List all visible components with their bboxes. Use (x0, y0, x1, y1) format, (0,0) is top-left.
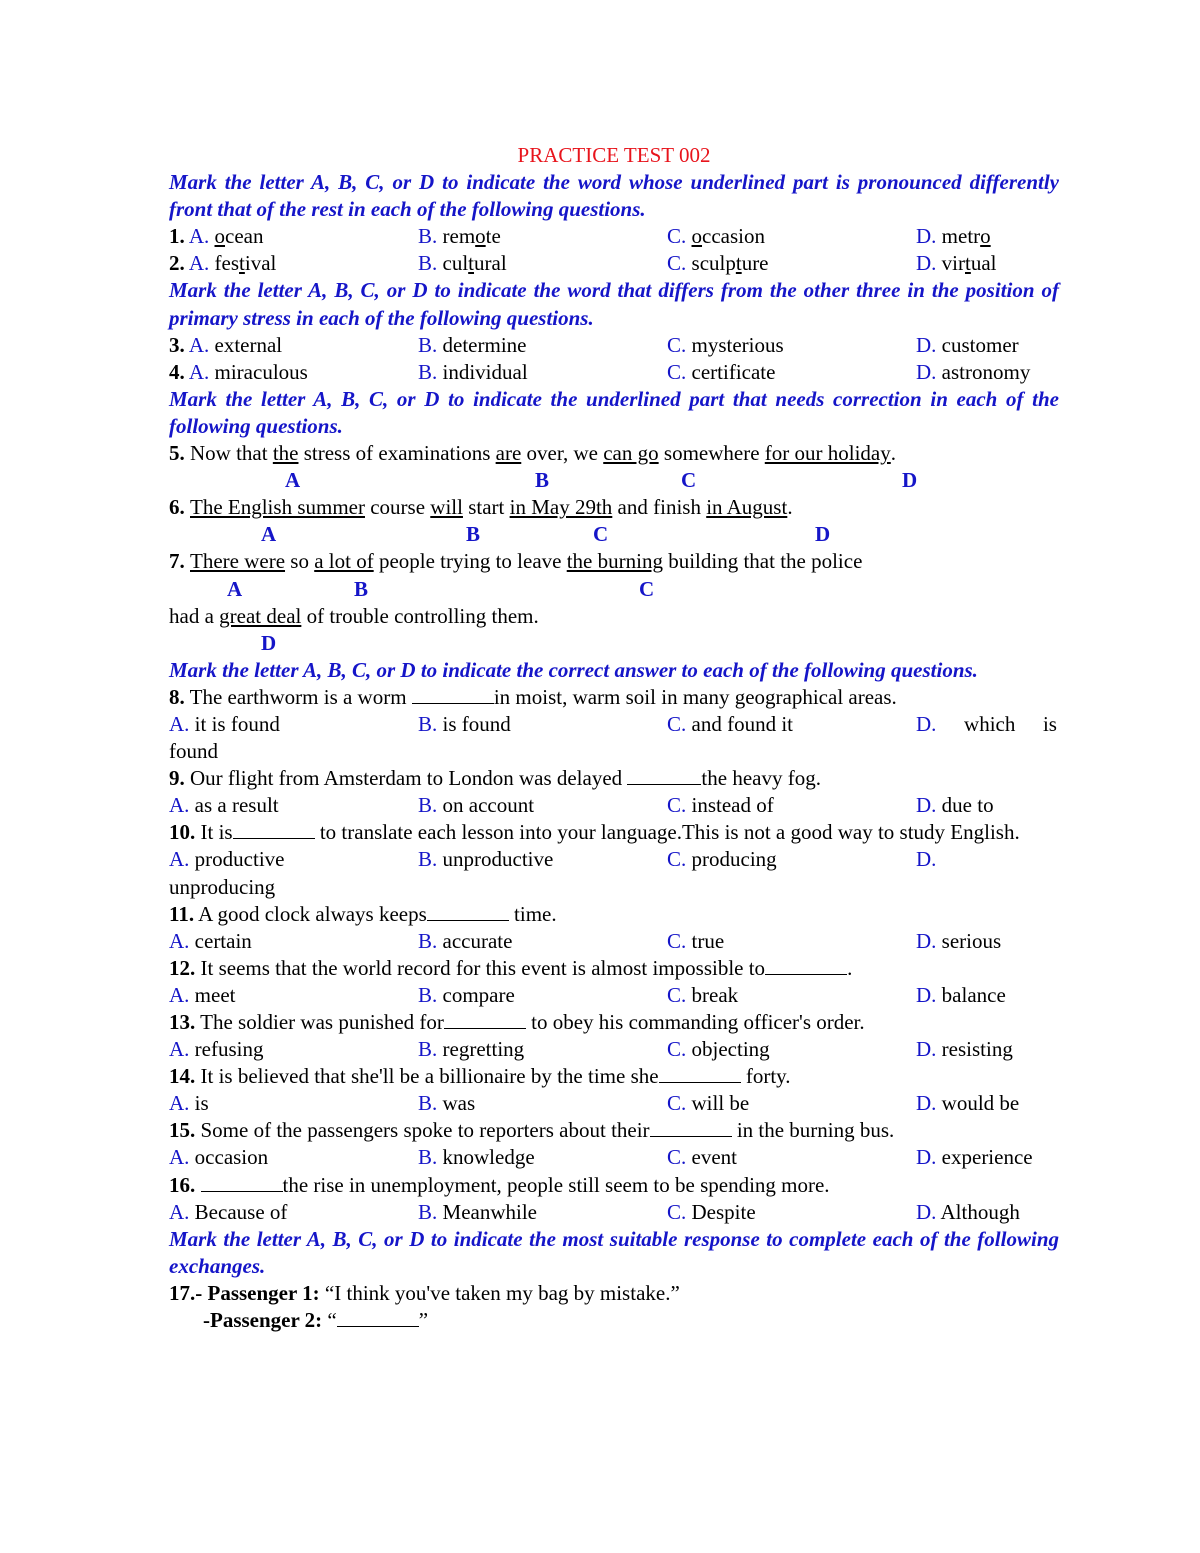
question-7-line2: had a great deal of trouble controlling them. (169, 603, 1059, 630)
question-5-letters: A B C D (285, 468, 918, 493)
option-4c[interactable]: certificate (691, 359, 776, 384)
option-10b[interactable]: unproductive (442, 847, 554, 872)
option-3b[interactable]: determine (442, 332, 527, 357)
options-14: A. is B. was C. will be D. would be (169, 1091, 1020, 1116)
option-16a[interactable]: Because of (194, 1199, 288, 1224)
question-7-letters-line2: D (261, 630, 277, 655)
option-3d[interactable]: customer (941, 332, 1019, 357)
options-15: A. occasion B. knowledge C. event D. experience (169, 1145, 1033, 1170)
answer-blank-14[interactable] (659, 1063, 741, 1083)
answer-blank-17[interactable] (337, 1307, 419, 1327)
question-6: 6. The English summer course will start in May 29th and finish in August . (169, 494, 1059, 521)
option-9d[interactable]: due to (941, 793, 994, 818)
option-2c[interactable]: sculpture (691, 251, 769, 276)
part-6a[interactable]: The English summer (190, 495, 365, 520)
options-16: A. Because of B. Meanwhile C. Despite D. Although (169, 1199, 1020, 1224)
option-15b[interactable]: knowledge (442, 1145, 535, 1170)
option-12c[interactable]: break (691, 982, 739, 1007)
answer-blank-11[interactable] (427, 901, 509, 921)
option-4a[interactable]: miraculous (214, 359, 308, 384)
option-4d[interactable]: astronomy (941, 359, 1031, 384)
options-12: A. meet B. compare C. break D. balance (169, 982, 1006, 1007)
options-8: A. it is found B. is found C. and found it D. which is (169, 711, 1059, 738)
option-4b[interactable]: individual (442, 359, 528, 384)
part-6c[interactable]: in May 29th (509, 495, 613, 520)
part-7a[interactable]: There were (190, 549, 286, 574)
option-16c[interactable]: Despite (691, 1199, 756, 1224)
page-title: PRACTICE TEST 002 (517, 143, 711, 167)
question-10: 10. It is to translate each lesson into your language.This is not a good way to study English. (169, 820, 1020, 845)
option-8b[interactable]: is found (442, 711, 511, 736)
option-12b[interactable]: compare (442, 982, 515, 1007)
answer-blank-10[interactable] (233, 819, 315, 839)
instruction-correction: Mark the letter A, B, C, or D to indicate the underlined part that needs correction in each of the following questions. (169, 386, 1059, 438)
options-8-wrap: found (169, 739, 218, 764)
option-3c[interactable]: mysterious (691, 332, 784, 357)
option-11a[interactable]: certain (194, 928, 252, 953)
option-3a[interactable]: external (214, 332, 283, 357)
option-11b[interactable]: accurate (442, 928, 513, 953)
part-6d[interactable]: in August (706, 495, 788, 520)
option-9a[interactable]: as a result (194, 793, 279, 818)
option-10d[interactable]: unproducing (169, 874, 276, 899)
part-7c[interactable]: the burning (566, 549, 663, 574)
options-9: A. as a result B. on account C. instead of D. due to (169, 793, 994, 818)
answer-blank-15[interactable] (650, 1117, 732, 1137)
instruction-pronunciation: Mark the letter A, B, C, or D to indicate the word whose underlined part is pronounced differently front that of the rest in each of the following questions. (169, 170, 1059, 222)
instruction-stress: Mark the letter A, B, C, or D to indicate the word that differs from the other three in the position of primary stress in each of the following questions. (169, 278, 1059, 330)
option-10a[interactable]: productive (194, 847, 285, 872)
option-10c[interactable]: producing (691, 847, 777, 872)
option-13d[interactable]: resisting (941, 1037, 1013, 1062)
question-11: 11. A good clock always keeps time. (169, 901, 557, 926)
question-7-letters-line1: A B C (227, 576, 655, 601)
question-17: 17. - Passenger 1: “I think you've taken my bag by mistake.” (169, 1280, 680, 1305)
part-5a[interactable]: the (272, 441, 299, 466)
option-1a[interactable]: ocean (214, 224, 264, 249)
question-15: 15. Some of the passengers spoke to reporters about their in the burning bus. (169, 1118, 895, 1143)
answer-blank-8[interactable] (412, 684, 494, 704)
option-11c[interactable]: true (691, 928, 725, 953)
option-14c[interactable]: will be (691, 1091, 750, 1116)
option-14a[interactable]: is (194, 1091, 209, 1116)
option-2a[interactable]: festival (214, 251, 277, 276)
part-5b[interactable]: are (495, 441, 522, 466)
option-13b[interactable]: regretting (442, 1037, 525, 1062)
option-15a[interactable]: occasion (194, 1145, 269, 1170)
question-13: 13. The soldier was punished for to obey his commanding officer's order. (169, 1010, 865, 1034)
answer-blank-9[interactable] (627, 765, 701, 785)
part-5d[interactable]: for our holiday (764, 441, 891, 466)
option-1c[interactable]: occasion (691, 224, 765, 249)
option-16b[interactable]: Meanwhile (442, 1199, 537, 1224)
question-16: 16. the rise in unemployment, people still seem to be spending more. (169, 1172, 830, 1197)
option-14b[interactable]: was (442, 1091, 476, 1116)
option-12a[interactable]: meet (194, 982, 236, 1007)
options-10: A. productive B. unproductive C. producing D. (169, 847, 937, 872)
answer-blank-13[interactable] (444, 1009, 526, 1029)
part-7b[interactable]: a lot of (314, 549, 374, 574)
part-5c[interactable]: can go (603, 441, 659, 466)
option-16d[interactable]: Although (940, 1199, 1020, 1224)
option-13a[interactable]: refusing (194, 1037, 264, 1062)
question-5: 5. Now that the stress of examinations are over, we can go somewhere for our holiday . (169, 440, 1059, 467)
question-6-letters: A B C D (261, 522, 831, 547)
question-1: 1. A. ocean B. remote C. occasion D. metro (169, 224, 991, 249)
question-8: 8. The earthworm is a worm in moist, warm soil in many geographical areas. (169, 684, 897, 709)
question-17-response: -Passenger 2: “ ” (203, 1308, 429, 1333)
options-10-wrap (169, 874, 1059, 901)
option-13c[interactable]: objecting (691, 1037, 770, 1062)
option-2d[interactable]: virtual (941, 251, 997, 276)
answer-blank-12[interactable] (765, 955, 847, 975)
option-11d[interactable]: serious (941, 928, 1002, 953)
question-7: 7. There were so a lot of people trying to leave the burning building that the police (169, 548, 1059, 575)
option-8c[interactable]: and found it (691, 711, 793, 736)
part-6b[interactable]: will (430, 495, 463, 520)
question-4: 4. A. miraculous B. individual C. certificate D. astronomy (169, 359, 1031, 384)
question-9: 9. Our flight from Amsterdam to London was delayed the heavy fog. (169, 766, 821, 791)
question-2: 2. A. festival B. cultural C. sculpture D. virtual (169, 251, 997, 276)
option-9b[interactable]: on account (442, 793, 535, 818)
option-8a[interactable]: it is found (194, 711, 280, 736)
part-7d[interactable]: great deal (219, 603, 302, 628)
options-13: A. refusing B. regretting C. objecting D. resisting (169, 1037, 1013, 1062)
question-12: 12. It seems that the world record for this event is almost impossible to . (169, 955, 853, 980)
option-14d[interactable]: would be (941, 1091, 1020, 1116)
instruction-response: Mark the letter A, B, C, or D to indicate the most suitable response to complete each of the following exchanges. (169, 1226, 1059, 1278)
option-2b[interactable]: cultural (442, 251, 507, 276)
option-15d[interactable]: experience (941, 1145, 1033, 1170)
question-14: 14. It is believed that she'll be a billionaire by the time she forty. (169, 1064, 791, 1089)
question-3: 3. A. external B. determine C. mysterious D. customer (169, 332, 1019, 357)
options-11: A. certain B. accurate C. true D. serious (169, 928, 1002, 953)
answer-blank-16[interactable] (201, 1172, 283, 1192)
instruction-correct-answer: Mark the letter A, B, C, or D to indicate the correct answer to each of the following questions. (169, 657, 978, 682)
option-1b[interactable]: remote (442, 224, 501, 249)
option-1d[interactable]: metro (941, 224, 991, 249)
option-12d[interactable]: balance (941, 982, 1006, 1007)
option-15c[interactable]: event (691, 1145, 737, 1170)
worksheet-page (169, 142, 1059, 1334)
option-9c[interactable]: instead of (691, 793, 774, 818)
option-8d[interactable]: which (964, 711, 1016, 736)
